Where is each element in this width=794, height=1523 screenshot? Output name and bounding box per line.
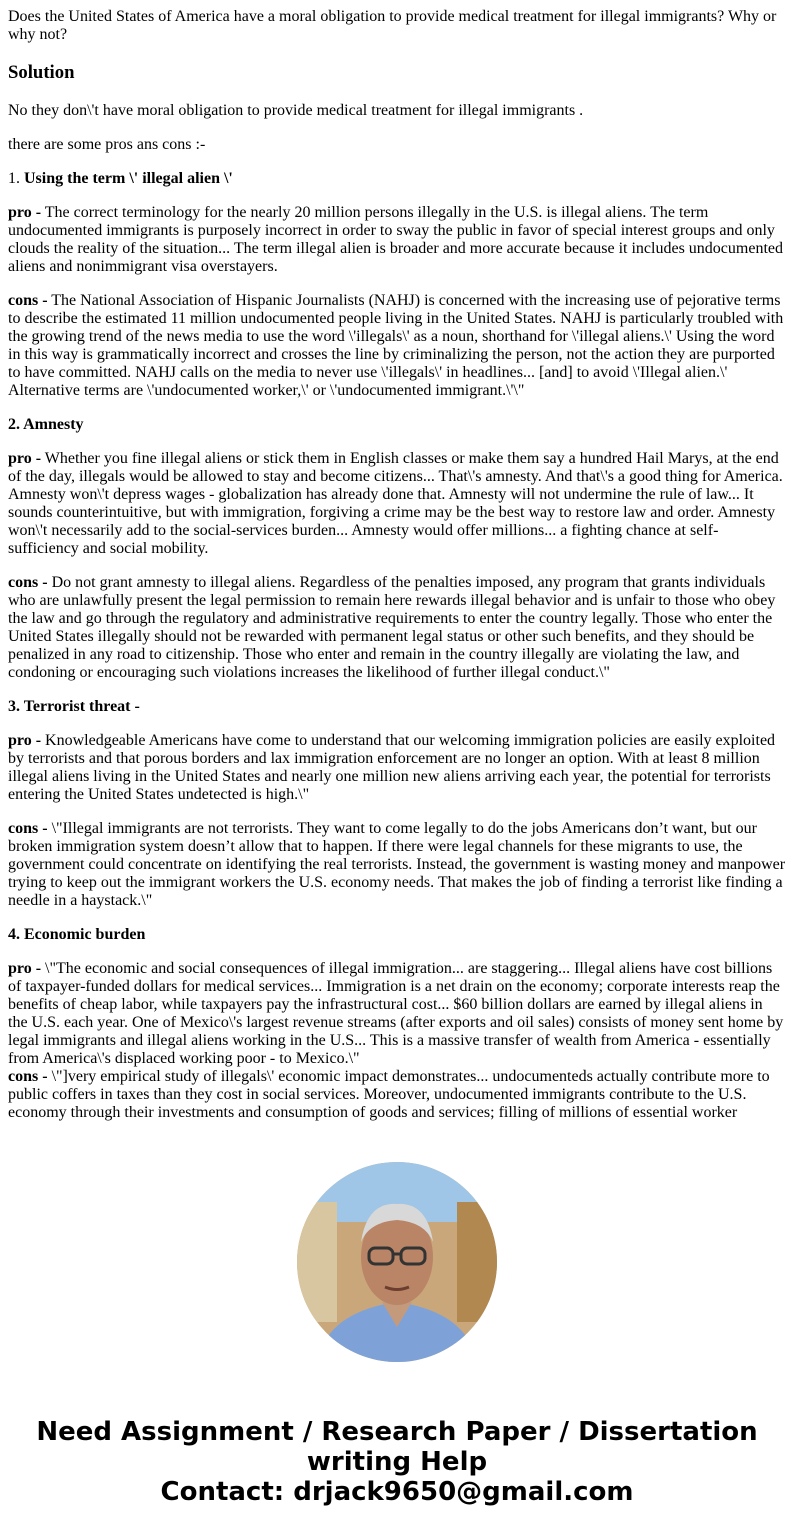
sections-0-title: Using the term \' illegal alien \' xyxy=(24,170,233,187)
intro: No they don\'t have moral obligation to provide medical treatment for illegal immigrants . xyxy=(8,102,584,119)
sections-0-pro: The correct terminology for the nearly 20 million persons illegally in the U.S. is illegal aliens. The term undocumented immigrants is purposely incorrect in order to sway the public in favor of special interest groups and only clouds the reality of the situation... The term illegal alien is broader and more accurate because it includes undocumented aliens and nonimmigrant visa overstayers. xyxy=(8,204,783,275)
solution-heading: Solution xyxy=(8,62,75,83)
section-3-pro xyxy=(8,732,786,804)
sections-3-cons-label: cons - xyxy=(8,1068,48,1085)
section-2-cons xyxy=(8,574,786,682)
footer-contact xyxy=(8,1417,786,1507)
sections-1-pro: Whether you fine illegal aliens or stick them in English classes or make them say a hundred Hail Marys, at the end of the day, illegals would be allowed to stay and become citizens... That\'s amnesty. And that\'s a good thing for America. Amnesty won\'t depress wages - globalization has already done that. Amnesty will not undermine the rule of law... It sounds counterintuitive, but with immigration, forgiving a crime may be the best way to restore law and order. Amnesty won\'t necessarily add to the social-services burden... Amnesty would offer millions... a fighting chance at self-sufficiency and social mobility. xyxy=(8,450,783,557)
question: Does the United States of America have a moral obligation to provide medical treatment for illegal immigrants? Why or why not? xyxy=(8,8,777,43)
section-2-pro xyxy=(8,450,786,558)
sections-1-title: 2. Amnesty xyxy=(8,416,84,433)
section-4-pro xyxy=(8,960,786,1068)
portrait-image xyxy=(297,1162,497,1362)
sections-1-cons: Do not grant amnesty to illegal aliens. Regardless of the penalties imposed, any program that grants individuals who are unlawfully present the legal permission to remain here rewards illegal behavior and is unfair to those who obey the law and go through the regulatory and administrative requirements to enter the country legally. Those who enter the United States illegally should not be rewarded with permanent legal status or other such benefits, and they should be penalized in any road to citizenship. Those who enter and remain in the country illegally are violating the law, and condoning or encouraging such violations increases the likelihood of further illegal conduct.\" xyxy=(8,574,776,681)
sections-2-pro-label: pro - xyxy=(8,732,42,749)
sections-3-pro: \"The economic and social consequences of illegal immigration... are staggering... Illegal aliens have cost billions of taxpayer-funded dollars for medical services... Immigration is a net drain on the economy; corporate interests reap the benefits of cheap labor, while taxpayers pay the infrastructural cost... $60 billion dollars are earned by illegal aliens in the U.S. each year. One of Mexico\'s largest revenue streams (after exports and oil sales) consists of money sent home by legal immigrants and illegal aliens working in the U.S... This is a massive transfer of wealth from America - essentially from America\'s displaced working poor - to Mexico.\" xyxy=(8,960,784,1067)
section-2-title xyxy=(8,416,786,434)
author-photo xyxy=(297,1162,497,1362)
sections-3-pro-label: pro - xyxy=(8,960,42,977)
sections-0-cons: The National Association of Hispanic Journalists (NAHJ) is concerned with the increasing use of pejorative terms to describe the estimated 11 million undocumented people living in the United States. NAHJ is particularly troubled with the growing trend of the news media to use the word \'illegals\' as a noun, shorthand for \'illegal aliens.\' Using the word in this way is grammatically incorrect and crosses the line by criminalizing the person, not the action they are purported to have committed. NAHJ calls on the media to never use \'illegals\' in headlines... [and] to avoid \'Illegal alien.\' Alternative terms are \'undocumented worker,\' or \'undocumented immigrant.\'\" xyxy=(8,292,784,399)
sections-0-cons-label: cons - xyxy=(8,292,48,309)
section-1-cons xyxy=(8,292,786,400)
sections-2-cons-label: cons - xyxy=(8,820,48,837)
sections-2-cons: \"Illegal immigrants are not terrorists. They want to come legally to do the jobs Americans don’t want, but our broken immigration system doesn’t allow that to happen. If there were legal channels for these migrants to use, the government could concentrate on identifying the real terrorists. Instead, the government is wasting money and manpower trying to keep out the immigrant workers the U.S. economy needs. That makes the job of finding a terrorist like finding a needle in a haystack.\" xyxy=(8,820,786,909)
section-3-title xyxy=(8,698,786,716)
section-1-title xyxy=(8,170,786,188)
intro-2: there are some pros ans cons :- xyxy=(8,136,206,153)
sections-3-title: 4. Economic burden xyxy=(8,926,146,943)
sections-1-pro-label: pro - xyxy=(8,450,42,467)
sections-2-pro: Knowledgeable Americans have come to understand that our welcoming immigration policies are easily exploited by terrorists and that porous borders and lax immigration enforcement are no longer an option. With at least 8 million illegal aliens living in the United States and nearly one million new aliens arriving each year, the potential for terrorists entering the United States undetected is high.\" xyxy=(8,732,776,803)
sections-2-title: 3. Terrorist threat - xyxy=(8,698,140,715)
sections-3-cons: \"]very empirical study of illegals\' economic impact demonstrates... undocumenteds actually contribute more to public coffers in taxes than they cost in social services. Moreover, undocumented immigrants contribute to the U.S. economy through their investments and consumption of goods and services; filling of millions of essential worker xyxy=(8,1068,770,1121)
sections-1-cons-label: cons - xyxy=(8,574,48,591)
document xyxy=(8,8,786,1122)
section-4-cons xyxy=(8,1068,786,1122)
footer-line-2: Contact: drjack9650@gmail.com xyxy=(160,1477,634,1507)
sections-0-pro-label: pro - xyxy=(8,204,42,221)
section-1-pro xyxy=(8,204,786,276)
section-4-title xyxy=(8,926,786,944)
sections-0-number: 1. xyxy=(8,170,20,187)
footer-line-1: Need Assignment / Research Paper / Dissertation writing Help xyxy=(36,1417,758,1477)
section-3-cons xyxy=(8,820,786,910)
author-photo-wrap xyxy=(8,1162,786,1367)
